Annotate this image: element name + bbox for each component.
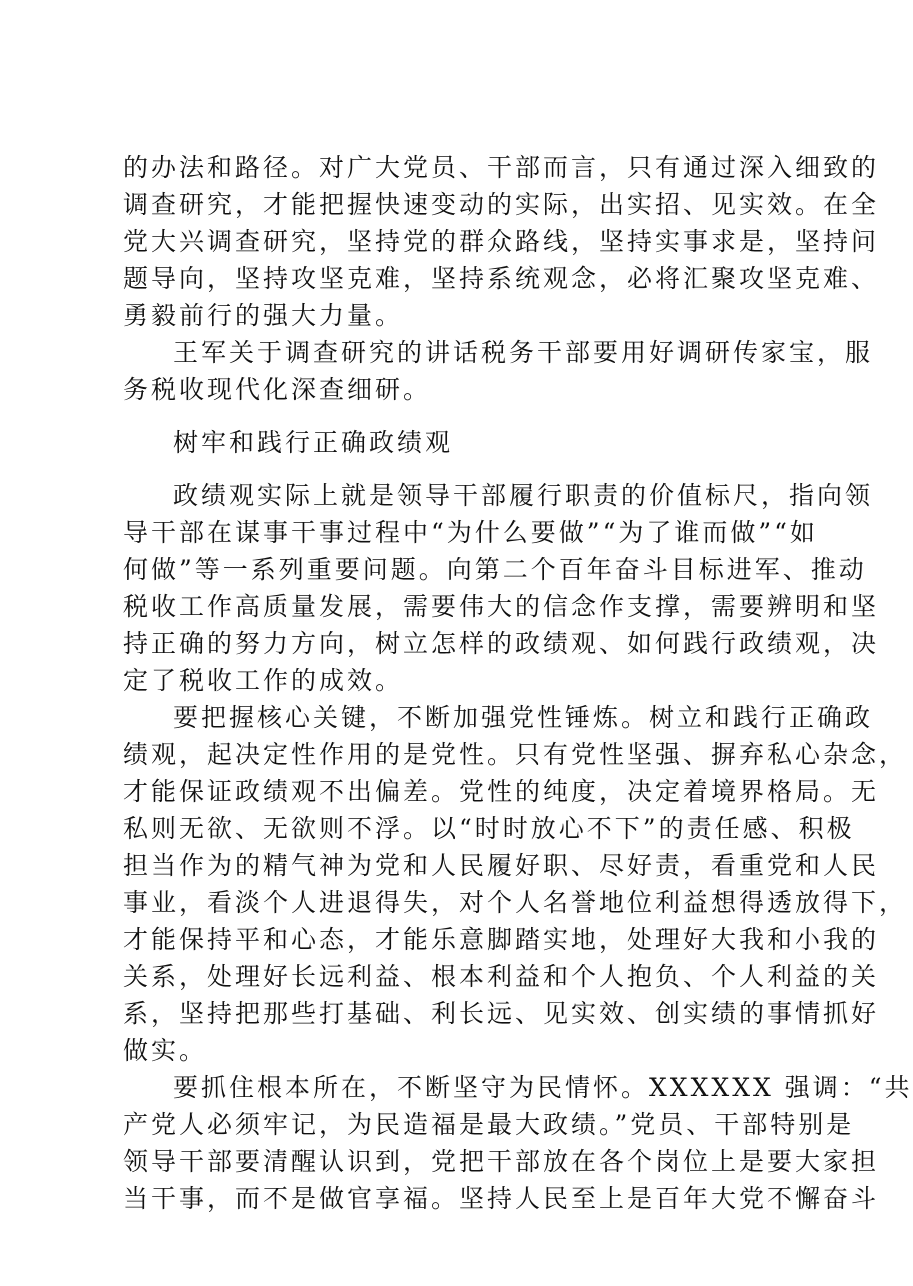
section-heading (123, 424, 803, 461)
text-line: 务税收现代化深查细研。 (123, 375, 432, 404)
text-line: 持正确的努力方向，树立怎样的政绩观、如何践行政绩观，决 (123, 629, 880, 658)
text-line: 当干事，而不是做官享福。坚持人民至上是百年大党不懈奋斗 (123, 1184, 880, 1213)
text-line: 政绩观实际上就是领导干部履行职责的价值标尺，指向领 (173, 481, 874, 510)
text-line: 担当作为的精气神为党和人民履好职、尽好责，看重党和人民 (123, 851, 880, 880)
text-line: 私则无欲、无欲则不浮。以“时时放心不下”的责任感、积极 (123, 814, 855, 843)
paragraph-5 (123, 1069, 913, 1217)
paragraph-1 (123, 149, 880, 334)
text-line: 的办法和路径。对广大党员、干部而言，只有通过深入细致的 (123, 153, 880, 182)
text-line: 要抓住根本所在，不断坚守为民情怀。XXXXXX 强调：“共 (173, 1073, 913, 1102)
paragraph-3 (123, 477, 880, 699)
text-line: 关系，处理好长远利益、根本利益和个人抱负、个人利益的关 (123, 962, 880, 991)
text-line: 产党人必须牢记，为民造福是最大政绩。”党员、干部特别是 (123, 1110, 855, 1139)
text-line: 导干部在谋事干事过程中“为什么要做”“为了谁而做”“如 (123, 518, 818, 547)
text-line: 绩观，起决定性作用的是党性。只有党性坚强、摒弃私心杂念， (123, 740, 908, 769)
text-line: 定了税收工作的成效。 (123, 666, 404, 695)
text-line: 王军关于调查研究的讲话税务干部要用好调研传家宝，服 (173, 338, 874, 367)
text-line: 才能保持平和心态，才能乐意脚踏实地，处理好大我和小我的 (123, 925, 880, 954)
text-line: 调查研究，才能把握快速变动的实际，出实招、见实效。在全 (123, 190, 880, 219)
text-line: 领导干部要清醒认识到，党把干部放在各个岗位上是要大家担 (123, 1147, 880, 1176)
paragraph-2 (123, 334, 874, 408)
text-line: 勇毅前行的强大力量。 (123, 301, 404, 330)
paragraph-4 (123, 699, 908, 1069)
text-line: 要把握核心关键，不断加强党性锤炼。树立和践行正确政 (173, 703, 874, 732)
text-line: 做实。 (123, 1036, 208, 1065)
text-line: 何做”等一系列重要问题。向第二个百年奋斗目标进军、推动 (123, 555, 867, 584)
text-line: 才能保证政绩观不出偏差。党性的纯度，决定着境界格局。无 (123, 777, 880, 806)
heading-text: 树牢和践行正确政绩观 (173, 428, 454, 457)
text-line: 税收工作高质量发展，需要伟大的信念作支撑，需要辨明和坚 (123, 592, 880, 621)
text-line: 事业，看淡个人进退得失，对个人名誉地位利益想得透放得下， (123, 888, 908, 917)
document-body (123, 149, 913, 1217)
text-line: 党大兴调查研究，坚持党的群众路线，坚持实事求是，坚持问 (123, 227, 880, 256)
text-line: 系，坚持把那些打基础、利长远、见实效、创实绩的事情抓好 (123, 999, 880, 1028)
text-line: 题导向，坚持攻坚克难，坚持系统观念，必将汇聚攻坚克难、 (123, 264, 880, 293)
